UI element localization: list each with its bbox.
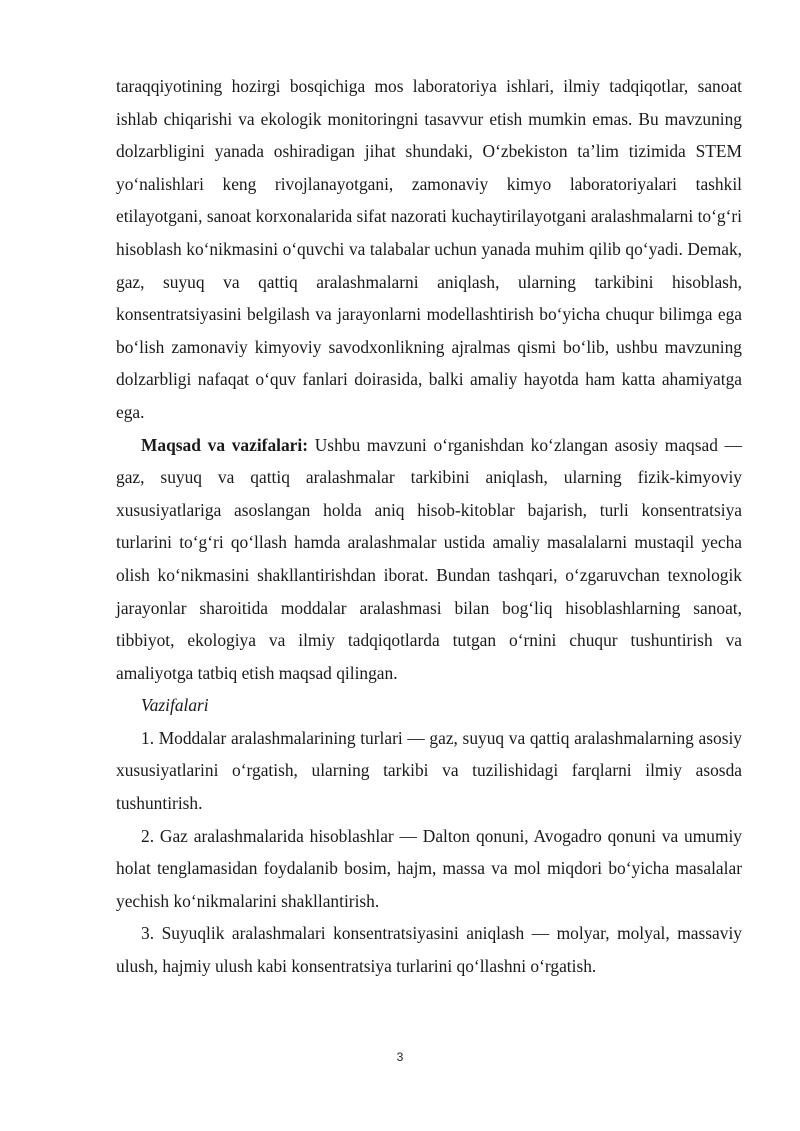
paragraph-relevance: taraqqiyotining hozirgi bosqichiga mos laboratoriya ishlari, ilmiy tadqiqotlar, sanoat ishlab chiqarishi va ekologik monitoringni tasavvur etish mumkin emas. Bu mavzuning dolzarbligini yanada oshiradigan jihat shundaki, O‘zbekiston ta’lim tizimida STEM yo‘nalishlari keng rivojlanayotgani, zamonaviy kimyo laboratoriyalari tashkil etilayotgani, sanoat korxonalarida sifat nazorati kuchaytirilayotgani aralashmalarni to‘g‘ri hisoblash ko‘nikmasini o‘quvchi va talabalar uchun yanada muhim qilib qo‘yadi. Demak, gaz, suyuq va qattiq aralashmalarni aniqlash, ularning tarkibini hisoblash, konsentratsiyasini belgilash va jarayonlarni modellashtirish bo‘yicha chuqur bilimga ega bo‘lish zamonaviy kimyoviy savodxonlikning ajralmas qismi bo‘lib, ushbu mavzuning dolzarbligi nafaqat o‘quv fanlari doirasida, balki amaliy hayotda ham katta ahamiyatga ega. [116,76,742,422]
goals-text: Ushbu mavzuni o‘rganishdan ko‘zlangan asosiy maqsad — gaz, suyuq va qattiq aralashmalar tarkibini aniqlash, ularning fizik-kimyoviy xususiyatlariga asoslangan holda aniq hisob-kitoblar bajarish, turli konsentratsiya turlarini to‘g‘ri qo‘llash hamda aralashmalar ustida amaliy masalalarni mustaqil yecha olish ko‘nikmasini shakllantirishdan iborat. Bundan tashqari, o‘zgaruvchan texnologik jarayonlar sharoitida moddalar aralashmasi bilan bog‘liq hisoblashlarning sanoat, tibbiyot, ekologiya va ilmiy tadqiqotlarda tutgan o‘rnini chuqur tushuntirish va amaliyotga tatbiq etish maqsad qilingan. [116,434,742,683]
page-number: 3 [396,1050,404,1064]
paragraph-goals [116,429,742,690]
goals-heading: Maqsad va vazifalari: [141,434,309,455]
task-item-3: 3. Suyuqlik aralashmalari konsentratsiyasini aniqlash — molyar, molyal, massaviy ulush, hajmiy ulush kabi konsentratsiya turlarini qo‘llashni o‘rgatish. [116,923,742,977]
task-item-2: 2. Gaz aralashmalarida hisoblashlar — Dalton qonuni, Avogadro qonuni va umumiy holat tenglamasidan foydalanib bosim, hajm, massa va mol miqdori bo‘yicha masalalar yechish ko‘nikmalarini shakllantirish. [116,825,742,911]
document-page [116,70,742,983]
tasks-heading: Vazifalari [141,695,209,716]
task-item-1: 1. Moddalar aralashmalarining turlari — gaz, suyuq va qattiq aralashmalarning asosiy xususiyatlarini o‘rgatish, ularning tarkibi va tuzilishidagi farqlarni ilmiy asosda tushuntirish. [116,727,742,814]
